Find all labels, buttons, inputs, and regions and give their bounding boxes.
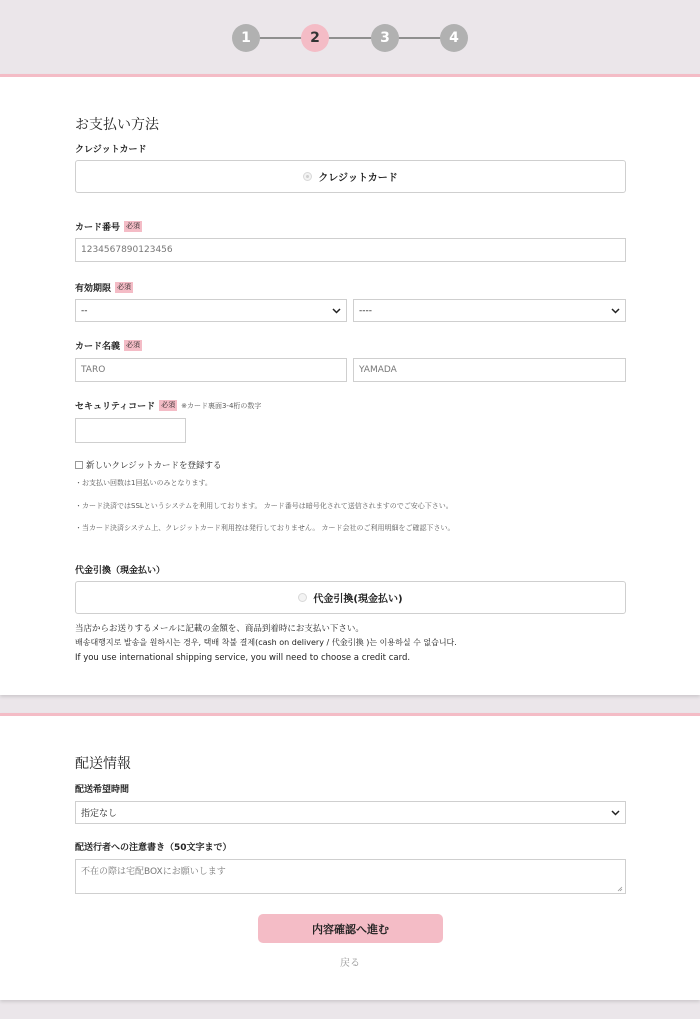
card-number-label-text: カード番号	[75, 223, 121, 233]
delivery-note-placeholder: 不在の際は宅配BOXにお願いします	[81, 867, 226, 877]
step-2-active: 2	[301, 24, 329, 52]
required-badge: 必須	[161, 401, 176, 409]
credit-radio[interactable]	[303, 172, 312, 181]
step-1: 1	[232, 24, 260, 52]
back-link[interactable]: 戻る	[340, 958, 360, 969]
security-code-input[interactable]	[75, 418, 186, 443]
delivery-time-label: 配送希望時間	[75, 785, 130, 795]
card-name-label-text: カード名義	[75, 342, 121, 352]
cod-radio[interactable]	[298, 593, 307, 602]
cod-note-3: If you use international shipping service, you will need to choose a credit card.	[75, 653, 411, 663]
register-card-checkbox[interactable]	[75, 461, 83, 469]
card-last-name-input[interactable]: YAMADA	[353, 358, 626, 382]
expiry-year-value: ----	[359, 305, 372, 316]
proceed-to-confirm-button[interactable]: 内容確認へ進む	[258, 914, 443, 943]
payment-note-1: ・お支払い回数は1回払いのみとなります。	[75, 479, 212, 487]
expiry-month-value: --	[81, 305, 88, 316]
cod-option[interactable]	[75, 581, 626, 614]
security-code-label-text: セキュリティコード	[75, 402, 156, 412]
chevron-down-icon	[610, 808, 620, 818]
cod-option-label: 代金引換(現金払い)	[313, 594, 403, 605]
card-number-label	[75, 220, 142, 233]
card-name-label	[75, 339, 142, 352]
credit-option-label: クレジットカード	[318, 173, 398, 184]
required-badge: 必須	[126, 341, 141, 349]
payment-title: お支払い方法	[75, 117, 159, 133]
progress-stepper	[0, 22, 700, 54]
delivery-note-textarea[interactable]	[75, 859, 626, 894]
expiry-month-select[interactable]	[75, 299, 347, 322]
chevron-down-icon	[610, 306, 620, 316]
payment-note-2: ・カード決済ではSSLというシステムを利用しております。 カード番号は暗号化されて送信されますのでご安心下さい。	[75, 502, 453, 510]
delivery-note-label: 配送行者への注意書き（50文字まで）	[75, 843, 232, 853]
delivery-title: 配送情報	[75, 756, 131, 772]
payment-note-3: ・当カード決済システム上、クレジットカード利用控は発行しておりません。 カード会社のご利用明細をご確認下さい。	[75, 524, 455, 532]
required-badge: 必須	[117, 283, 132, 291]
stepper-line	[249, 37, 454, 39]
delivery-time-select[interactable]	[75, 801, 626, 824]
security-code-label	[75, 399, 261, 412]
card-number-input[interactable]: 1234567890123456	[75, 238, 626, 262]
security-code-note: ※カード裏面3-4桁の数字	[181, 401, 262, 410]
step-4: 4	[440, 24, 468, 52]
cod-heading: 代金引換（現金払い）	[75, 566, 166, 576]
register-card-checkbox-row[interactable]	[75, 459, 222, 471]
credit-heading: クレジットカード	[75, 145, 147, 155]
cod-note-2: 배송대행지로 발송을 원하시는 경우, 택배 착불 결제(cash on delivery / 代金引換 )는 이용하실 수 없습니다.	[75, 638, 457, 647]
payment-section	[0, 74, 700, 695]
step-3: 3	[371, 24, 399, 52]
cod-note-1: 当店からお送りするメールに記載の金額を、商品到着時にお支払い下さい。	[75, 624, 364, 634]
delivery-time-value: 指定なし	[81, 809, 118, 819]
expiry-label-text: 有効期限	[75, 284, 112, 294]
expiry-label	[75, 281, 133, 294]
expiry-year-select[interactable]	[353, 299, 626, 322]
chevron-down-icon	[331, 306, 341, 316]
resize-handle-icon[interactable]	[617, 885, 623, 891]
card-first-name-input[interactable]: TARO	[75, 358, 347, 382]
credit-card-option[interactable]	[75, 160, 626, 193]
required-badge: 必須	[126, 222, 141, 230]
register-card-label: 新しいクレジットカードを登録する	[86, 461, 222, 471]
